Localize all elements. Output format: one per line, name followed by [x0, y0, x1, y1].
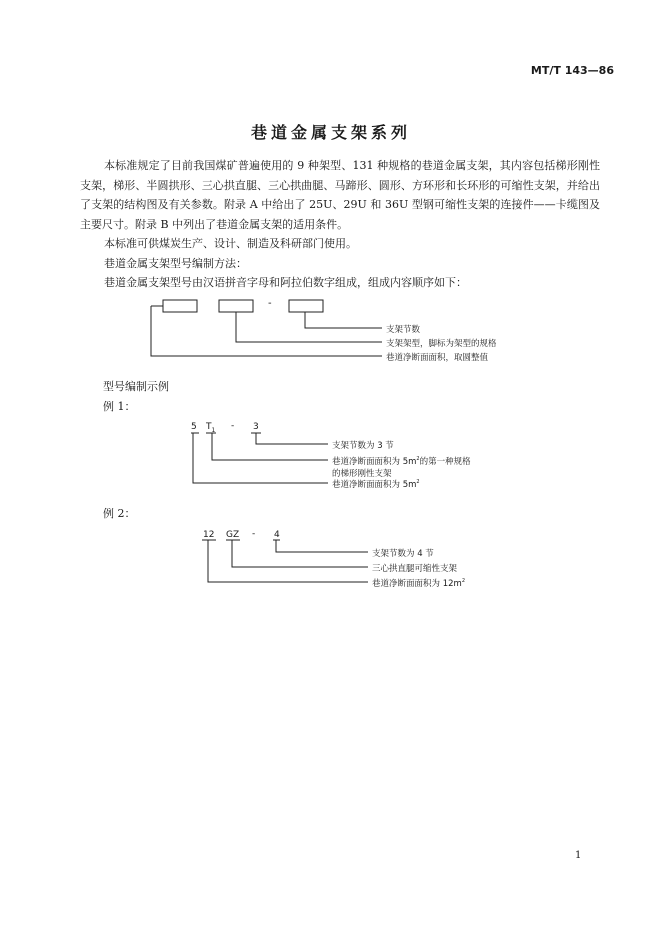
ex1-code-sections: 3	[253, 422, 259, 432]
intro-paragraph: 本标准规定了目前我国煤矿普遍使用的 9 种架型、131 种规格的巷道金属支架，其内容包括梯形刚性支架，梯形、半圆拱形、三心拱直腿、三心拱曲腿、马蹄形、圆形、方环形和长环形的可缩性支架，并给出了支架的结构图及有关参数。附录 A 中给出了 25U、29U 和 36U 型钢可缩性支架的连接件——卡缆图及主要尺寸。附录 B 中列出了巷道金属支架的适用条件。	[80, 159, 600, 231]
ex2-desc-sections: 支架节数为 4 节	[372, 549, 434, 559]
ex2-code-sections: 4	[274, 530, 280, 540]
ex1-desc-type-line2: 的梯形刚性支架	[332, 469, 392, 479]
ex1-code-type: $T_1$	[206, 422, 216, 434]
scheme-leader-area	[151, 306, 382, 356]
scheme-leader-type	[236, 312, 382, 342]
scheme-box-sections	[289, 300, 323, 312]
document-title: 巷道金属支架系列	[250, 123, 411, 142]
ex1-desc-area: 巷道净断面面积为 $5m^2$	[332, 479, 420, 490]
ex2-leader-sections	[276, 540, 368, 552]
scheme-box-type	[219, 300, 253, 312]
scheme-dash: -	[268, 298, 272, 309]
ex1-code-dash: -	[231, 421, 235, 431]
ex1-desc-type-line1: 巷道净断面面积为 $5m^2$的第一种规格	[332, 456, 471, 467]
scheme-label-type: 支架架型，脚标为架型的规格	[386, 339, 497, 349]
ex2-desc-area: 巷道净断面面积为 $12m^2$	[372, 578, 465, 589]
ex2-code-area: 12	[203, 530, 215, 540]
scheme-label-sections: 支架节数	[386, 325, 421, 335]
page-number: 1	[575, 850, 582, 861]
ex2-desc-type: 三心拱直腿可缩性支架	[372, 564, 458, 574]
ex2-code-type: GZ	[226, 530, 240, 540]
ex1-leader-sections	[256, 433, 328, 444]
scheme-leader-sections	[305, 312, 382, 328]
ex1-desc-sections: 支架节数为 3 节	[332, 441, 394, 451]
examples-heading: 型号编制示例	[103, 380, 169, 393]
ex2-leader-type	[232, 540, 368, 567]
scheme-box-area	[163, 300, 197, 312]
ex1-code-area: 5	[191, 422, 197, 432]
ex2-code-dash: -	[252, 529, 256, 539]
scheme-label-area: 巷道净断面面积，取圆整值	[386, 353, 489, 363]
composition-paragraph: 巷道金属支架型号由汉语拼音字母和阿拉伯数字组成，组成内容顺序如下：	[104, 276, 467, 289]
standard-code: MT/T 143—86	[530, 64, 614, 77]
example2-label: 例 2：	[103, 507, 136, 520]
method-heading: 巷道金属支架型号编制方法：	[104, 256, 247, 270]
ex1-leader-area	[193, 433, 328, 483]
usage-paragraph: 本标准可供煤炭生产、设计、制造及科研部门使用。	[104, 237, 357, 250]
ex1-leader-type	[212, 433, 328, 460]
example1-label: 例 1：	[103, 400, 136, 413]
